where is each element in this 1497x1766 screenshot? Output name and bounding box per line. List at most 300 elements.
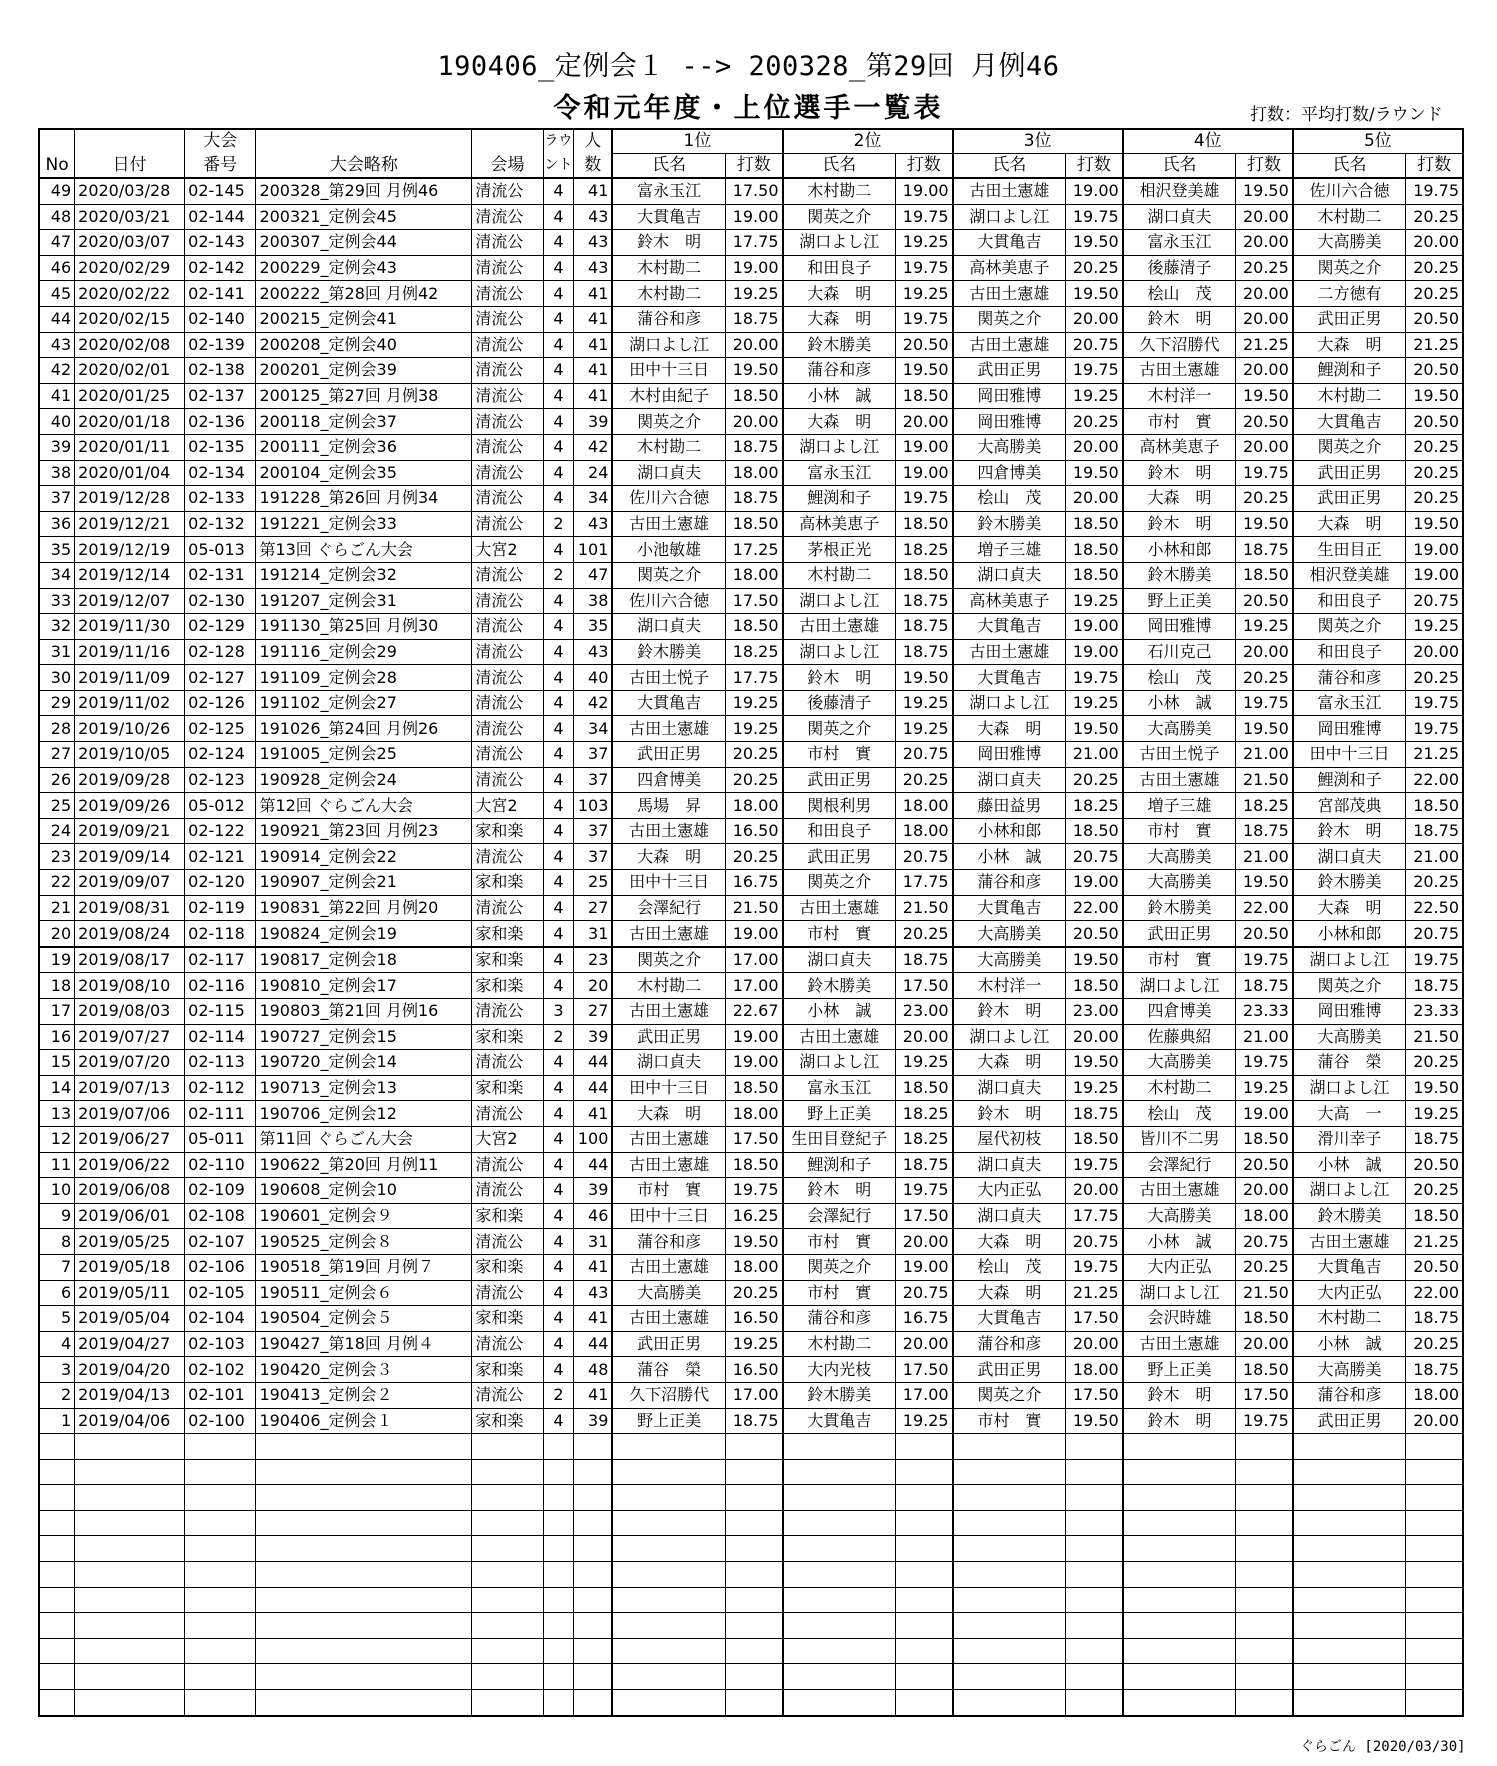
cell-no: 24 <box>39 818 75 844</box>
cell-rank4-player: 大高勝美 <box>1123 1050 1236 1076</box>
empty-cell <box>1406 1638 1463 1664</box>
cell-rank1-score: 20.25 <box>725 1280 782 1306</box>
cell-rank4-score: 19.75 <box>1236 1408 1293 1434</box>
cell-event-name: 第13回 ぐらごん大会 <box>256 537 472 563</box>
cell-rounds: 4 <box>543 204 574 230</box>
cell-venue: 清流公 <box>472 281 543 307</box>
cell-rank2-score: 18.25 <box>896 1126 953 1152</box>
cell-rank5-player: 相沢登美雄 <box>1293 562 1406 588</box>
cell-rank5-score: 18.75 <box>1406 973 1463 999</box>
cell-date: 2019/08/31 <box>75 895 185 921</box>
cell-rank1-player: 久下沼勝代 <box>612 1382 725 1408</box>
empty-cell <box>256 1690 472 1716</box>
cell-rank4-player: 武田正男 <box>1123 921 1236 947</box>
cell-rank2-score: 20.50 <box>896 332 953 358</box>
cell-rank1-player: 古田土憲雄 <box>612 1152 725 1178</box>
cell-rank1-player: 大高勝美 <box>612 1280 725 1306</box>
cell-rank4-score: 20.00 <box>1236 358 1293 384</box>
cell-rank4-score: 19.75 <box>1236 460 1293 486</box>
cell-event-name: 190406_定例会１ <box>256 1408 472 1434</box>
cell-rank3-player: 藤田益男 <box>953 793 1066 819</box>
cell-rank1-player: 市村 實 <box>612 1178 725 1204</box>
cell-rank5-score: 19.25 <box>1406 614 1463 640</box>
cell-date: 2019/08/03 <box>75 999 185 1025</box>
empty-cell <box>185 1664 256 1690</box>
header-player: 氏名 <box>1293 154 1406 179</box>
cell-rank5-score: 20.25 <box>1406 870 1463 896</box>
cell-rounds: 4 <box>543 1229 574 1255</box>
cell-event-name: 190810_定例会17 <box>256 973 472 999</box>
empty-cell <box>185 1690 256 1716</box>
empty-cell <box>543 1690 574 1716</box>
cell-event-number: 02-115 <box>185 999 256 1025</box>
cell-rank1-score: 18.75 <box>725 434 782 460</box>
cell-people: 43 <box>574 230 613 256</box>
cell-event-name: 第11回 ぐらごん大会 <box>256 1126 472 1152</box>
empty-cell <box>1236 1690 1293 1716</box>
cell-rank2-score: 18.50 <box>896 1075 953 1101</box>
empty-cell <box>612 1562 725 1588</box>
cell-rank4-player: 古田土憲雄 <box>1123 1178 1236 1204</box>
empty-cell <box>574 1613 613 1639</box>
cell-rank3-score: 19.50 <box>1066 230 1123 256</box>
cell-rank4-score: 18.25 <box>1236 793 1293 819</box>
cell-rank3-score: 17.50 <box>1066 1382 1123 1408</box>
cell-no: 14 <box>39 1075 75 1101</box>
table-row <box>39 921 1463 947</box>
empty-cell <box>725 1536 782 1562</box>
empty-cell <box>1123 1459 1236 1485</box>
table-row <box>39 1152 1463 1178</box>
cell-rank5-player: 大森 明 <box>1293 895 1406 921</box>
cell-rank4-player: 鈴木 明 <box>1123 1382 1236 1408</box>
cell-rank1-score: 16.25 <box>725 1203 782 1229</box>
cell-rank2-score: 18.00 <box>896 793 953 819</box>
cell-no: 35 <box>39 537 75 563</box>
cell-event-number: 02-131 <box>185 562 256 588</box>
cell-event-number: 02-111 <box>185 1101 256 1127</box>
table-row <box>39 562 1463 588</box>
cell-venue: 清流公 <box>472 306 543 332</box>
cell-rank5-player: 木村勘二 <box>1293 1306 1406 1332</box>
cell-rank3-score: 18.50 <box>1066 562 1123 588</box>
cell-rank5-player: 湖口よし江 <box>1293 1075 1406 1101</box>
cell-date: 2019/06/22 <box>75 1152 185 1178</box>
cell-no: 8 <box>39 1229 75 1255</box>
empty-cell <box>1293 1485 1406 1511</box>
cell-rank3-score: 20.75 <box>1066 332 1123 358</box>
cell-no: 15 <box>39 1050 75 1076</box>
cell-rank1-score: 19.25 <box>725 716 782 742</box>
empty-cell <box>185 1613 256 1639</box>
cell-date: 2020/03/28 <box>75 178 185 204</box>
empty-cell <box>612 1690 725 1716</box>
cell-event-name: 191221_定例会33 <box>256 511 472 537</box>
table-row <box>39 793 1463 819</box>
empty-cell <box>256 1664 472 1690</box>
cell-rank2-player: 生田目登紀子 <box>783 1126 896 1152</box>
cell-rank3-player: 岡田雅博 <box>953 742 1066 768</box>
cell-rank3-player: 古田土憲雄 <box>953 639 1066 665</box>
cell-rank2-score: 20.25 <box>896 921 953 947</box>
empty-cell <box>1406 1510 1463 1536</box>
table-row <box>39 537 1463 563</box>
empty-cell <box>256 1510 472 1536</box>
table-row <box>39 1229 1463 1255</box>
cell-event-name: 190504_定例会５ <box>256 1306 472 1332</box>
cell-rank3-player: 四倉博美 <box>953 460 1066 486</box>
table-row <box>39 332 1463 358</box>
cell-rank4-score: 19.75 <box>1236 690 1293 716</box>
header-rank-2: 2位 <box>783 129 953 154</box>
cell-rank3-player: 蒲谷和彦 <box>953 1331 1066 1357</box>
cell-rank5-score: 23.33 <box>1406 999 1463 1025</box>
cell-rank2-score: 18.75 <box>896 639 953 665</box>
cell-rank5-player: 大高勝美 <box>1293 1357 1406 1383</box>
empty-cell <box>896 1613 953 1639</box>
cell-rank3-score: 18.50 <box>1066 973 1123 999</box>
cell-venue: 清流公 <box>472 204 543 230</box>
empty-row <box>39 1562 1463 1588</box>
cell-rank3-score: 19.75 <box>1066 665 1123 691</box>
cell-event-name: 200125_第27回 月例38 <box>256 383 472 409</box>
cell-rank2-score: 19.25 <box>896 230 953 256</box>
cell-rank4-player: 古田土憲雄 <box>1123 358 1236 384</box>
cell-rank2-score: 18.25 <box>896 1101 953 1127</box>
cell-no: 43 <box>39 332 75 358</box>
cell-rank1-player: 田中十三日 <box>612 1203 725 1229</box>
cell-rank3-player: 関英之介 <box>953 306 1066 332</box>
cell-rank3-player: 市村 實 <box>953 1408 1066 1434</box>
cell-rank2-score: 18.75 <box>896 588 953 614</box>
cell-people: 43 <box>574 511 613 537</box>
cell-rank5-score: 20.50 <box>1406 1254 1463 1280</box>
cell-event-name: 190720_定例会14 <box>256 1050 472 1076</box>
cell-rank5-score: 19.50 <box>1406 511 1463 537</box>
cell-rank2-score: 18.50 <box>896 562 953 588</box>
cell-date: 2019/12/19 <box>75 537 185 563</box>
cell-rank1-score: 16.50 <box>725 818 782 844</box>
cell-rank2-score: 18.50 <box>896 383 953 409</box>
cell-rank2-player: 古田土憲雄 <box>783 614 896 640</box>
header-player: 氏名 <box>783 154 896 179</box>
table-row <box>39 1178 1463 1204</box>
cell-rank3-score: 19.50 <box>1066 460 1123 486</box>
cell-rank4-player: 桧山 茂 <box>1123 665 1236 691</box>
empty-row <box>39 1536 1463 1562</box>
cell-rank5-player: 武田正男 <box>1293 1408 1406 1434</box>
table-row <box>39 358 1463 384</box>
cell-event-number: 02-102 <box>185 1357 256 1383</box>
cell-rank5-score: 18.75 <box>1406 818 1463 844</box>
cell-rank2-score: 16.75 <box>896 1306 953 1332</box>
cell-rank1-score: 16.50 <box>725 1357 782 1383</box>
header-num-top: 大会 <box>185 129 256 154</box>
cell-rank1-player: 野上正美 <box>612 1408 725 1434</box>
ranking-table <box>38 128 1464 1717</box>
cell-rank5-player: 岡田雅博 <box>1293 999 1406 1025</box>
cell-rank3-player: 古田土憲雄 <box>953 281 1066 307</box>
cell-date: 2020/03/21 <box>75 204 185 230</box>
cell-rank3-player: 湖口貞夫 <box>953 767 1066 793</box>
table-row <box>39 614 1463 640</box>
empty-cell <box>472 1613 543 1639</box>
cell-rank5-player: 和田良子 <box>1293 639 1406 665</box>
cell-event-name: 200215_定例会41 <box>256 306 472 332</box>
cell-rounds: 2 <box>543 562 574 588</box>
cell-rank1-player: 木村由紀子 <box>612 383 725 409</box>
cell-rank3-score: 19.00 <box>1066 178 1123 204</box>
cell-rank4-player: 市村 實 <box>1123 818 1236 844</box>
cell-rank4-score: 19.75 <box>1236 947 1293 973</box>
empty-cell <box>574 1664 613 1690</box>
cell-people: 20 <box>574 973 613 999</box>
empty-cell <box>1293 1536 1406 1562</box>
cell-rank5-player: 大森 明 <box>1293 511 1406 537</box>
cell-rounds: 2 <box>543 1382 574 1408</box>
empty-cell <box>1123 1434 1236 1460</box>
cell-rank2-player: 和田良子 <box>783 255 896 281</box>
empty-cell <box>1123 1613 1236 1639</box>
cell-rank2-score: 20.75 <box>896 844 953 870</box>
empty-cell <box>256 1587 472 1613</box>
cell-event-name: 191102_定例会27 <box>256 690 472 716</box>
cell-event-number: 02-138 <box>185 358 256 384</box>
empty-cell <box>75 1434 185 1460</box>
cell-rank2-score: 20.25 <box>896 767 953 793</box>
cell-rank2-score: 18.75 <box>896 947 953 973</box>
empty-cell <box>1236 1459 1293 1485</box>
cell-rank2-player: 小林 誠 <box>783 383 896 409</box>
cell-event-name: 200111_定例会36 <box>256 434 472 460</box>
cell-rank4-score: 18.50 <box>1236 1306 1293 1332</box>
cell-rank2-player: 古田土憲雄 <box>783 895 896 921</box>
cell-date: 2019/09/21 <box>75 818 185 844</box>
cell-rank2-player: 湖口貞夫 <box>783 947 896 973</box>
cell-rank2-score: 19.00 <box>896 1254 953 1280</box>
cell-venue: 清流公 <box>472 358 543 384</box>
cell-rank3-player: 大貫亀吉 <box>953 895 1066 921</box>
cell-date: 2019/05/04 <box>75 1306 185 1332</box>
empty-cell <box>612 1638 725 1664</box>
cell-rank5-score: 19.00 <box>1406 562 1463 588</box>
cell-rank2-score: 17.75 <box>896 870 953 896</box>
cell-rank1-score: 19.00 <box>725 1050 782 1076</box>
cell-event-name: 191005_定例会25 <box>256 742 472 768</box>
cell-rank5-score: 20.00 <box>1406 639 1463 665</box>
header-score: 打数 <box>1236 154 1293 179</box>
cell-rank1-score: 18.75 <box>725 306 782 332</box>
empty-cell <box>1293 1690 1406 1716</box>
cell-rank3-player: 湖口貞夫 <box>953 1075 1066 1101</box>
empty-cell <box>75 1587 185 1613</box>
empty-cell <box>896 1485 953 1511</box>
cell-no: 23 <box>39 844 75 870</box>
cell-event-name: 200201_定例会39 <box>256 358 472 384</box>
cell-rank1-player: 古田土憲雄 <box>612 1126 725 1152</box>
table-row <box>39 1126 1463 1152</box>
cell-rank5-score: 20.25 <box>1406 486 1463 512</box>
cell-rank5-player: 湖口貞夫 <box>1293 844 1406 870</box>
empty-cell <box>783 1587 896 1613</box>
cell-rank5-player: 生田目正 <box>1293 537 1406 563</box>
cell-rounds: 4 <box>543 460 574 486</box>
empty-cell <box>896 1690 953 1716</box>
cell-rank1-player: 湖口よし江 <box>612 332 725 358</box>
empty-cell <box>1066 1562 1123 1588</box>
cell-event-name: 200307_定例会44 <box>256 230 472 256</box>
cell-rounds: 4 <box>543 921 574 947</box>
cell-rank2-player: 関根利男 <box>783 793 896 819</box>
cell-event-number: 02-118 <box>185 921 256 947</box>
empty-cell <box>574 1510 613 1536</box>
cell-rank4-player: 小林和郎 <box>1123 537 1236 563</box>
empty-cell <box>953 1485 1066 1511</box>
cell-rank5-score: 22.00 <box>1406 767 1463 793</box>
empty-cell <box>543 1434 574 1460</box>
cell-rank4-player: 小林 誠 <box>1123 1229 1236 1255</box>
cell-rank5-player: 和田良子 <box>1293 588 1406 614</box>
cell-rank1-player: 四倉博美 <box>612 767 725 793</box>
cell-rank5-score: 21.00 <box>1406 844 1463 870</box>
cell-rank5-score: 18.00 <box>1406 1382 1463 1408</box>
empty-cell <box>256 1613 472 1639</box>
cell-rank5-score: 19.00 <box>1406 537 1463 563</box>
empty-cell <box>185 1562 256 1588</box>
cell-venue: 清流公 <box>472 486 543 512</box>
cell-rank1-score: 17.50 <box>725 588 782 614</box>
cell-rank3-score: 17.50 <box>1066 1306 1123 1332</box>
cell-event-name: 200222_第28回 月例42 <box>256 281 472 307</box>
cell-venue: 清流公 <box>472 332 543 358</box>
table-row <box>39 895 1463 921</box>
empty-cell <box>1066 1536 1123 1562</box>
empty-cell <box>783 1562 896 1588</box>
cell-rank1-player: 古田土憲雄 <box>612 1254 725 1280</box>
cell-event-number: 02-103 <box>185 1331 256 1357</box>
cell-date: 2020/01/04 <box>75 460 185 486</box>
cell-rank3-player: 大森 明 <box>953 1229 1066 1255</box>
empty-cell <box>185 1459 256 1485</box>
cell-rank3-score: 18.75 <box>1066 1101 1123 1127</box>
empty-cell <box>953 1510 1066 1536</box>
cell-rank4-score: 18.50 <box>1236 562 1293 588</box>
empty-cell <box>1406 1664 1463 1690</box>
cell-date: 2019/05/18 <box>75 1254 185 1280</box>
cell-rank2-player: 鯉渕和子 <box>783 486 896 512</box>
cell-rank4-player: 古田土憲雄 <box>1123 1331 1236 1357</box>
cell-rank2-score: 20.00 <box>896 1024 953 1050</box>
cell-rank5-player: 関英之介 <box>1293 434 1406 460</box>
cell-rank2-player: 市村 實 <box>783 921 896 947</box>
cell-rank3-score: 19.50 <box>1066 1408 1123 1434</box>
empty-cell <box>1293 1587 1406 1613</box>
cell-people: 34 <box>574 486 613 512</box>
cell-venue: 家和楽 <box>472 1254 543 1280</box>
empty-cell <box>1293 1664 1406 1690</box>
header-score: 打数 <box>896 154 953 179</box>
cell-rank4-score: 22.00 <box>1236 895 1293 921</box>
cell-rank1-score: 22.67 <box>725 999 782 1025</box>
cell-rank4-player: 桧山 茂 <box>1123 281 1236 307</box>
table-row <box>39 1306 1463 1332</box>
cell-rank4-player: 湖口よし江 <box>1123 1280 1236 1306</box>
cell-rank3-score: 19.75 <box>1066 358 1123 384</box>
empty-cell <box>725 1664 782 1690</box>
cell-rank3-score: 19.25 <box>1066 588 1123 614</box>
cell-rounds: 4 <box>543 306 574 332</box>
cell-rank4-score: 20.00 <box>1236 230 1293 256</box>
cell-rank3-score: 17.75 <box>1066 1203 1123 1229</box>
cell-no: 16 <box>39 1024 75 1050</box>
empty-cell <box>543 1587 574 1613</box>
table-row <box>39 588 1463 614</box>
cell-venue: 清流公 <box>472 1152 543 1178</box>
cell-rank4-player: 相沢登美雄 <box>1123 178 1236 204</box>
header-player: 氏名 <box>1123 154 1236 179</box>
cell-date: 2019/11/09 <box>75 665 185 691</box>
cell-people: 39 <box>574 1408 613 1434</box>
cell-rank4-score: 21.50 <box>1236 767 1293 793</box>
cell-rank1-score: 18.50 <box>725 383 782 409</box>
cell-event-number: 02-106 <box>185 1254 256 1280</box>
cell-rank1-player: 木村勘二 <box>612 973 725 999</box>
empty-cell <box>612 1613 725 1639</box>
cell-venue: 清流公 <box>472 1382 543 1408</box>
cell-rank5-score: 19.50 <box>1406 383 1463 409</box>
cell-rank4-score: 20.50 <box>1236 409 1293 435</box>
cell-people: 41 <box>574 1101 613 1127</box>
empty-cell <box>1236 1664 1293 1690</box>
cell-event-name: 第12回 ぐらごん大会 <box>256 793 472 819</box>
cell-rank4-score: 20.25 <box>1236 1254 1293 1280</box>
empty-cell <box>1123 1587 1236 1613</box>
cell-rank4-player: 石川克己 <box>1123 639 1236 665</box>
cell-rank4-score: 18.75 <box>1236 818 1293 844</box>
cell-rank2-score: 20.00 <box>896 1229 953 1255</box>
table-row <box>39 999 1463 1025</box>
cell-people: 39 <box>574 1024 613 1050</box>
cell-rank1-player: 佐川六合徳 <box>612 486 725 512</box>
cell-rank4-player: 古田土憲雄 <box>1123 767 1236 793</box>
cell-rank4-player: 高林美恵子 <box>1123 434 1236 460</box>
cell-rank1-player: 古田土悦子 <box>612 665 725 691</box>
cell-people: 27 <box>574 895 613 921</box>
cell-rank5-player: 小林 誠 <box>1293 1331 1406 1357</box>
cell-rank4-score: 19.50 <box>1236 870 1293 896</box>
empty-row <box>39 1587 1463 1613</box>
cell-rank3-score: 20.50 <box>1066 921 1123 947</box>
empty-cell <box>472 1690 543 1716</box>
cell-rank4-score: 18.75 <box>1236 537 1293 563</box>
cell-rank4-score: 20.00 <box>1236 281 1293 307</box>
cell-rank4-player: 岡田雅博 <box>1123 614 1236 640</box>
cell-date: 2019/12/21 <box>75 511 185 537</box>
cell-rank3-score: 20.25 <box>1066 409 1123 435</box>
cell-rounds: 4 <box>543 358 574 384</box>
cell-rank2-score: 19.50 <box>896 358 953 384</box>
cell-people: 41 <box>574 358 613 384</box>
cell-rank3-player: 増子三雄 <box>953 537 1066 563</box>
empty-cell <box>1236 1434 1293 1460</box>
cell-rank1-score: 18.00 <box>725 562 782 588</box>
cell-rank4-score: 20.50 <box>1236 921 1293 947</box>
cell-venue: 清流公 <box>472 1050 543 1076</box>
cell-rank5-player: 大高勝美 <box>1293 230 1406 256</box>
cell-rank5-score: 20.50 <box>1406 306 1463 332</box>
cell-rank3-player: 武田正男 <box>953 1357 1066 1383</box>
cell-date: 2019/04/13 <box>75 1382 185 1408</box>
